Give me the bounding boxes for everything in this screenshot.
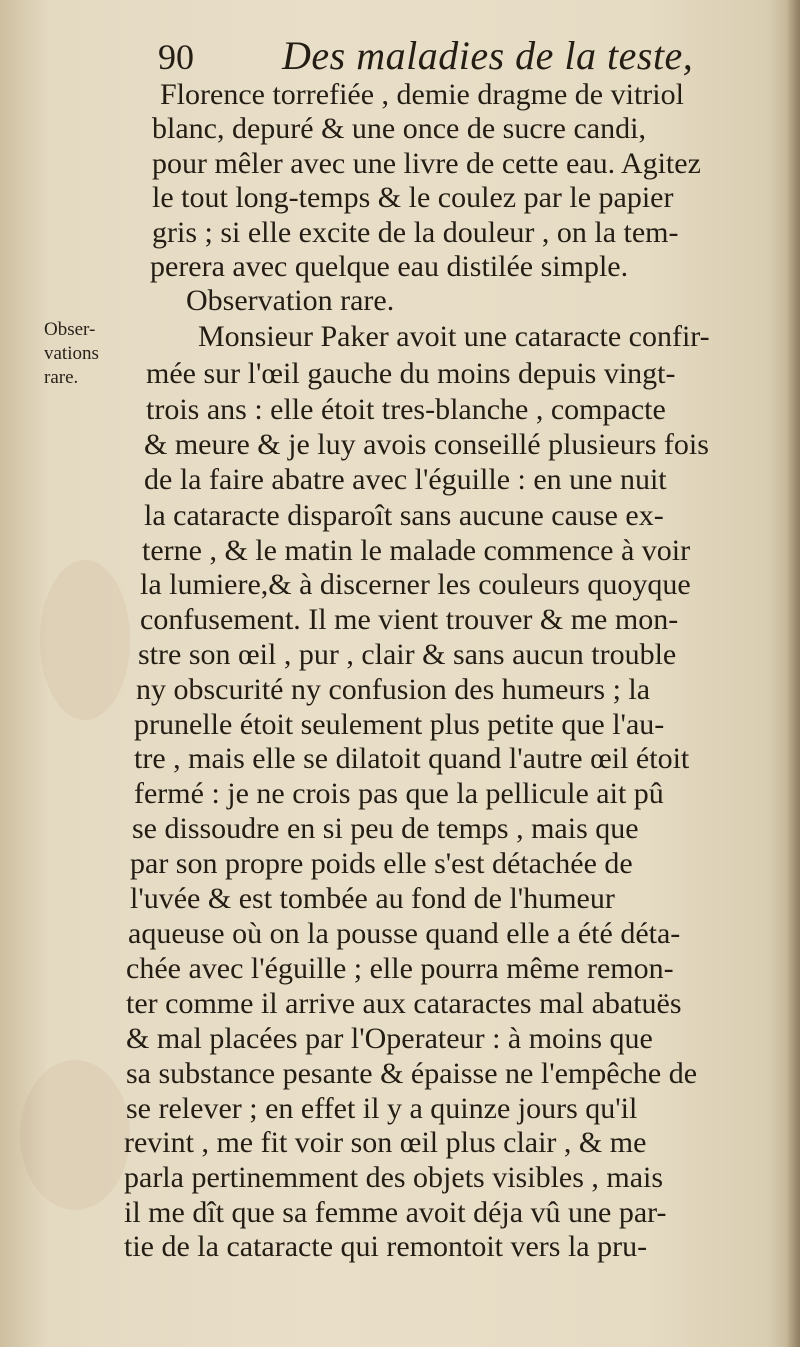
text-line: le tout long-temps & le coulez par le papier — [152, 181, 674, 214]
text-line: mée sur l'œil gauche du moins depuis vingt- — [146, 357, 676, 390]
text-line: tre , mais elle se dilatoit quand l'autre œil étoit — [134, 742, 690, 775]
text-line: fermé : je ne crois pas que la pellicule ait pû — [134, 777, 664, 810]
text-line: de la faire abatre avec l'éguille : en une nuit — [144, 463, 667, 496]
text-line: par son propre poids elle s'est détachée de — [130, 847, 633, 880]
text-line: tie de la cataracte qui remontoit vers la pru- — [124, 1230, 648, 1263]
text-line: la cataracte disparoît sans aucune cause ex- — [144, 499, 664, 532]
text-line: se relever ; en effet il y a quinze jours qu'il — [126, 1092, 638, 1125]
text-line: prunelle étoit seulement plus petite que l'au- — [134, 708, 665, 741]
text-line: terne , & le matin le malade commence à voir — [142, 534, 691, 567]
text-line: ter comme il arrive aux cataractes mal abatuës — [126, 987, 682, 1020]
paper-stain — [40, 560, 130, 720]
section-heading: Observation rare. — [186, 284, 395, 317]
body-text — [120, 70, 780, 1330]
text-line: l'uvée & est tombée au fond de l'humeur — [130, 882, 615, 915]
text-line: ny obscurité ny confusion des humeurs ; la — [136, 673, 651, 706]
text-line: stre son œil , pur , clair & sans aucun trouble — [138, 638, 677, 671]
text-line: gris ; si elle excite de la douleur , on la tem- — [152, 216, 679, 249]
text-line: se dissoudre en si peu de temps , mais que — [132, 812, 639, 845]
paper-stain — [20, 1060, 130, 1210]
text-line: Monsieur Paker avoit une cataracte confir- — [198, 320, 710, 353]
margin-note-line: vations — [44, 343, 99, 364]
text-line: chée avec l'éguille ; elle pourra même remon- — [126, 952, 674, 985]
text-line: revint , me fit voir son œil plus clair , & me — [124, 1126, 647, 1159]
text-line: Florence torrefiée , demie dragme de vitriol — [160, 78, 684, 111]
text-line: parla pertinemment des objets visibles , mais — [124, 1161, 664, 1194]
text-line: aqueuse où on la pousse quand elle a été déta- — [128, 917, 681, 950]
text-line: la lumiere,& à discerner les couleurs quoyque — [140, 568, 691, 601]
margin-note-line: rare. — [44, 367, 79, 388]
text-line: sa substance pesante & épaisse ne l'empêche de — [126, 1057, 698, 1090]
text-line: perera avec quelque eau distilée simple. — [150, 250, 629, 283]
page-number: 90 — [158, 37, 194, 77]
text-line: trois ans : elle étoit tres-blanche , compacte — [146, 393, 666, 426]
margin-note-line: Obser- — [44, 319, 96, 340]
text-line: & meure & je luy avois conseillé plusieurs fois — [144, 428, 709, 461]
text-line: & mal placées par l'Operateur : à moins que — [126, 1022, 653, 1055]
text-line: il me dît que sa femme avoit déja vû une par- — [124, 1196, 667, 1229]
running-title: Des maladies de la teste, — [282, 33, 694, 78]
text-line: pour mêler avec une livre de cette eau. Agitez — [152, 147, 701, 180]
text-line: blanc, depuré & une once de sucre candi, — [152, 112, 646, 145]
text-line: confusement. Il me vient trouver & me mon- — [140, 603, 679, 636]
